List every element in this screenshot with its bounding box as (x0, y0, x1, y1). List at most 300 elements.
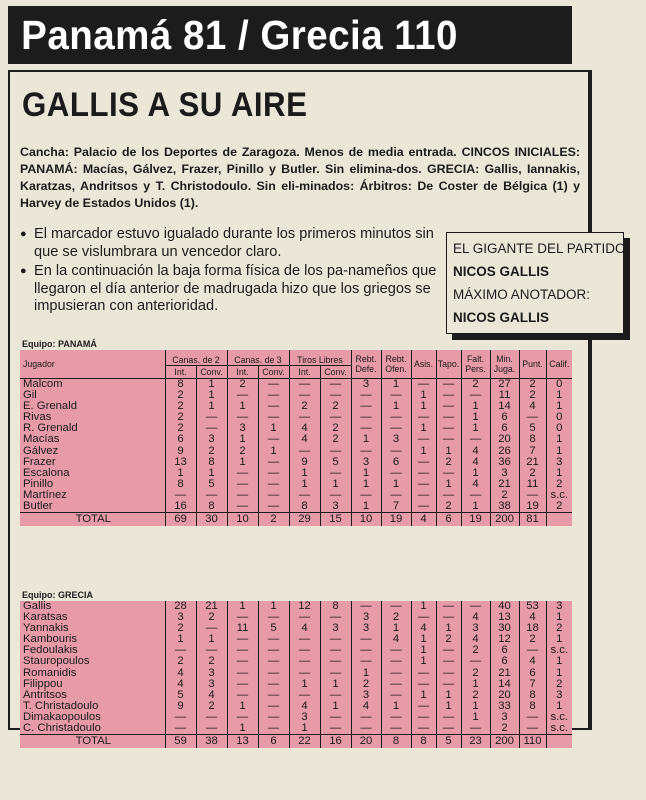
stat-cell: 2 (461, 690, 490, 701)
stat-cell: — (519, 645, 546, 656)
stat-cell: — (381, 446, 411, 457)
stat-cell: 30 (490, 623, 519, 634)
stat-cell: 1 (289, 468, 320, 479)
player-row (20, 479, 572, 490)
stat-cell: 1 (461, 401, 490, 412)
stat-cell: — (258, 668, 289, 679)
summary-bullet: ● En la continuación la baja forma física de los pa-nameños que llegaron el día anterior de madrugada hizo que los griegos se impusieran con anterioridad. (20, 263, 438, 316)
stat-cell: 1 (227, 601, 258, 612)
stat-cell: — (258, 645, 289, 656)
stat-cell: 3 (351, 690, 381, 701)
stat-cell: 1 (320, 701, 351, 712)
player-row (20, 712, 572, 723)
stat-cell: 2 (258, 513, 289, 527)
player-row (20, 501, 572, 513)
stat-cell: 1 (381, 401, 411, 412)
col-falt (461, 350, 490, 379)
stat-cell: 23 (461, 735, 490, 749)
stat-cell: — (436, 490, 461, 501)
stat-cell: — (381, 601, 411, 612)
stat-cell: 4 (519, 401, 546, 412)
stat-cell: 14 (490, 679, 519, 690)
stat-cell: 1 (227, 457, 258, 468)
player-row (20, 490, 572, 501)
stat-cell: 1 (227, 401, 258, 412)
stat-cell: — (258, 612, 289, 623)
stat-cell: 1 (165, 468, 196, 479)
stat-cell: 1 (381, 701, 411, 712)
stat-cell: 3 (227, 423, 258, 434)
stat-cell: — (519, 490, 546, 501)
player-name: Gallis (23, 600, 52, 612)
stat-cell: 6 (436, 513, 461, 527)
stat-cell: 11 (490, 390, 519, 401)
player-name: Gil (23, 389, 37, 402)
stat-cell: 5 (519, 423, 546, 434)
player-row (20, 412, 572, 423)
player-name: Stauropoulos (23, 655, 90, 668)
stat-cell: 200 (490, 735, 519, 749)
stat-cell: — (227, 679, 258, 690)
stat-cell: 8 (196, 501, 227, 513)
col-rebo (381, 350, 411, 379)
player-name: Dimakaopoulos (23, 710, 101, 723)
stat-cell: 2 (461, 645, 490, 656)
stat-cell: 10 (351, 513, 381, 527)
stat-cell: 2 (519, 634, 546, 645)
stat-cell: 1 (546, 668, 572, 679)
col-rebd (351, 350, 381, 379)
stat-cell: — (165, 645, 196, 656)
stat-cell: 6 (490, 645, 519, 656)
team-label-grecia: Equipo: GRECIA (22, 590, 93, 600)
stat-cell: 4 (289, 701, 320, 712)
stat-cell: 36 (490, 457, 519, 468)
stat-cell: 11 (519, 479, 546, 490)
total-row (20, 735, 572, 749)
stat-cell: — (289, 412, 320, 423)
stat-cell: 4 (461, 634, 490, 645)
stat-cell: 1 (351, 668, 381, 679)
stat-cell: 3 (196, 679, 227, 690)
player-name: Kambouris (23, 633, 77, 646)
player-name: Antritsos (23, 688, 67, 701)
col-rebd-2: Defe. (355, 364, 377, 374)
stat-cell: 5 (258, 623, 289, 634)
stat-cell: — (289, 446, 320, 457)
stat-cell: 1 (411, 446, 436, 457)
stat-cell: 1 (196, 468, 227, 479)
stat-cell: — (196, 645, 227, 656)
team-label-panama: Equipo: PANAMÁ (22, 339, 97, 349)
stat-cell: 3 (490, 712, 519, 723)
stat-cell: — (196, 490, 227, 501)
stat-cell: 3 (351, 623, 381, 634)
stat-cell: — (411, 490, 436, 501)
total-label: TOTAL (20, 735, 165, 749)
stat-cell: 1 (227, 723, 258, 735)
stat-cell: — (381, 390, 411, 401)
stat-cell: 0 (546, 412, 572, 423)
stat-cell: 4 (289, 434, 320, 445)
stat-cell: 1 (546, 468, 572, 479)
stat-cell: 12 (289, 601, 320, 612)
stat-cell: — (196, 712, 227, 723)
stat-cell: — (351, 712, 381, 723)
stat-cell: 2 (519, 468, 546, 479)
stat-cell: 6 (519, 668, 546, 679)
stat-cell: 1 (546, 390, 572, 401)
player-name: Malcom (23, 378, 63, 390)
stat-cell: 1 (196, 390, 227, 401)
stat-cell: 4 (196, 690, 227, 701)
stat-cell: — (411, 434, 436, 445)
summary-bullets (20, 226, 438, 318)
stat-cell: 6 (258, 735, 289, 749)
player-name: Fedoulakis (23, 644, 78, 657)
stat-cell: 2 (289, 401, 320, 412)
player-row (20, 623, 572, 634)
stat-cell: — (351, 446, 381, 457)
player-row (20, 634, 572, 645)
stat-cell: s.c. (546, 712, 572, 723)
col-min-2: Juga. (493, 364, 516, 374)
stat-cell: — (519, 723, 546, 735)
stat-cell: 3 (546, 601, 572, 612)
stat-cell: 1 (461, 412, 490, 423)
stat-cell: 19 (461, 513, 490, 527)
stat-cell: 10 (227, 513, 258, 527)
stat-cell: — (381, 656, 411, 667)
stat-cell: s.c. (546, 645, 572, 656)
stat-cell: 59 (165, 735, 196, 749)
match-details: Cancha: Palacio de los Deportes de Zaragoza. Menos de media entrada. CINCOS INICIALES: PANAMÁ: Macías, Gálvez, Frazer, Pinillo y Butler. Sin elimina-dos. GRECIA: Gallis, Iannakis, Karatzas, Andritsos y T. Christodoulo. Sin eli-minados: Árbitros: De Coster de Bélgica (1) y Harvey de Estados Unidos (1). (20, 145, 580, 210)
stat-cell: — (436, 601, 461, 612)
stat-cell: 1 (351, 501, 381, 513)
stat-cell: — (436, 423, 461, 434)
stat-cell: 1 (258, 446, 289, 457)
stat-cell: 2 (165, 401, 196, 412)
stat-cell: — (196, 723, 227, 735)
player-name: R. Grenald (23, 422, 78, 435)
col-int: Int. (165, 366, 196, 379)
stat-cell: — (351, 601, 381, 612)
stat-cell: — (227, 634, 258, 645)
stat-cell: 1 (258, 423, 289, 434)
stat-cell: — (436, 379, 461, 391)
stat-cell: 8 (196, 457, 227, 468)
stat-cell: 4 (461, 612, 490, 623)
stat-cell: s.c. (546, 490, 572, 501)
stat-cell: 7 (519, 679, 546, 690)
stat-cell: 1 (546, 401, 572, 412)
stat-cell: — (411, 712, 436, 723)
stat-cell: — (436, 645, 461, 656)
stat-cell: — (289, 490, 320, 501)
stat-cell: 21 (196, 601, 227, 612)
stat-cell: 2 (227, 379, 258, 391)
stat-cell: — (165, 723, 196, 735)
stat-cell: 5 (320, 457, 351, 468)
box-content (446, 232, 630, 334)
stat-cell: — (351, 723, 381, 735)
player-row (20, 457, 572, 468)
stat-cell: — (289, 690, 320, 701)
stat-cell: 8 (519, 434, 546, 445)
col-calif: Calif. (546, 350, 572, 379)
stat-cell: 9 (289, 457, 320, 468)
stat-cell: — (227, 468, 258, 479)
stat-cell: — (411, 612, 436, 623)
player-name: Karatsas (23, 611, 68, 624)
stat-cell: 0 (546, 379, 572, 391)
stat-cell: 19 (519, 501, 546, 513)
stat-cell: 1 (411, 645, 436, 656)
stat-cell: — (289, 668, 320, 679)
stat-cell: — (381, 412, 411, 423)
player-name: C. Christadoulo (23, 722, 101, 735)
stat-cell: 1 (227, 434, 258, 445)
stat-cell: — (227, 645, 258, 656)
stat-cell: 19 (381, 513, 411, 527)
stat-cell: 2 (546, 679, 572, 690)
stat-cell: 2 (436, 634, 461, 645)
stat-cell: 1 (461, 712, 490, 723)
stat-cell: 2 (196, 701, 227, 712)
stat-cell: — (258, 412, 289, 423)
stat-cell: 12 (490, 634, 519, 645)
stat-cell: 14 (490, 401, 519, 412)
stat-cell: 2 (461, 668, 490, 679)
stat-cell: 3 (289, 712, 320, 723)
stat-cell: — (227, 501, 258, 513)
stat-cell: — (351, 401, 381, 412)
stat-cell: — (258, 723, 289, 735)
stat-cell: 1 (196, 401, 227, 412)
player-row (20, 656, 572, 667)
stat-cell: 6 (490, 656, 519, 667)
stat-cell: 2 (490, 723, 519, 735)
stat-cell: — (320, 468, 351, 479)
stat-cell: 21 (490, 668, 519, 679)
stat-cell: 3 (351, 612, 381, 623)
stat-cell: — (196, 412, 227, 423)
match-title: Panamá 81 / Grecia 110 (8, 6, 572, 64)
stat-cell: 21 (490, 479, 519, 490)
stat-cell: — (411, 457, 436, 468)
stat-cell: 1 (546, 701, 572, 712)
stat-cell: — (411, 468, 436, 479)
col-min (490, 350, 519, 379)
col-int: Int. (289, 366, 320, 379)
player-name: Filippou (23, 677, 63, 690)
stat-cell: — (436, 401, 461, 412)
stat-cell: 6 (490, 412, 519, 423)
stat-cell: 8 (519, 701, 546, 712)
stat-cell: — (436, 468, 461, 479)
gigante-name: NICOS GALLIS (453, 264, 550, 279)
stat-cell: 13 (165, 457, 196, 468)
stat-cell: 3 (381, 434, 411, 445)
stat-cell: — (258, 490, 289, 501)
stat-cell: — (351, 390, 381, 401)
stat-cell: 4 (381, 634, 411, 645)
stat-cell: 1 (436, 479, 461, 490)
stat-cell: — (381, 690, 411, 701)
stat-cell (546, 513, 572, 527)
stat-cell: — (411, 723, 436, 735)
player-name: E. Grenald (23, 400, 78, 413)
stat-cell: — (165, 490, 196, 501)
stat-cell: — (227, 479, 258, 490)
stat-cell: — (411, 479, 436, 490)
stat-cell: — (411, 668, 436, 679)
stat-cell: 1 (351, 479, 381, 490)
player-row (20, 468, 572, 479)
player-row (20, 601, 572, 612)
gigante-label: EL GIGANTE DEL PARTIDO: (453, 241, 630, 256)
stat-cell: — (351, 490, 381, 501)
stat-cell: 3 (351, 379, 381, 391)
stat-cell: 4 (461, 457, 490, 468)
total-label: TOTAL (20, 513, 165, 527)
stat-cell: 6 (490, 423, 519, 434)
stat-cell: — (258, 401, 289, 412)
stat-cell: — (320, 668, 351, 679)
stat-cell: 1 (289, 679, 320, 690)
stat-cell: 1 (546, 434, 572, 445)
stat-cell: 1 (196, 634, 227, 645)
stat-cell: 2 (381, 612, 411, 623)
stat-cell: 40 (490, 601, 519, 612)
stat-cell: 1 (381, 479, 411, 490)
player-row (20, 723, 572, 735)
stat-cell: — (258, 390, 289, 401)
stat-cell: 22 (289, 735, 320, 749)
stat-cell: 4 (461, 479, 490, 490)
stat-cell: 1 (381, 379, 411, 391)
stat-cell: 1 (351, 434, 381, 445)
stat-cell: 21 (519, 457, 546, 468)
stat-cell: 1 (546, 656, 572, 667)
stat-cell: 1 (227, 701, 258, 712)
stat-cell: 8 (519, 690, 546, 701)
stat-cell: 2 (227, 446, 258, 457)
stat-cell: 18 (519, 623, 546, 634)
stat-cell: — (196, 623, 227, 634)
stat-cell: 2 (351, 679, 381, 690)
stat-cell: 1 (320, 479, 351, 490)
player-row (20, 668, 572, 679)
stat-cell: — (320, 390, 351, 401)
stat-cell: 2 (165, 412, 196, 423)
stat-cell: — (381, 712, 411, 723)
stat-cell: 4 (519, 656, 546, 667)
stat-cell: — (320, 634, 351, 645)
stat-cell: — (381, 468, 411, 479)
stat-cell: — (519, 712, 546, 723)
stat-cell: 1 (546, 612, 572, 623)
stat-cell: — (258, 656, 289, 667)
stat-cell: — (351, 656, 381, 667)
stat-cell: 7 (381, 501, 411, 513)
stat-cell: — (227, 690, 258, 701)
stat-cell: — (258, 634, 289, 645)
stat-cell: — (381, 679, 411, 690)
stat-cell: 20 (490, 434, 519, 445)
stat-cell: — (351, 645, 381, 656)
stat-cell: 2 (320, 401, 351, 412)
stat-cell: — (258, 434, 289, 445)
stat-cell: 2 (165, 623, 196, 634)
player-name: T. Christadoulo (23, 699, 99, 712)
stat-cell: — (320, 446, 351, 457)
stat-cell: — (258, 712, 289, 723)
col-canas3: Canas. de 3 (227, 350, 289, 366)
stat-cell: 5 (436, 735, 461, 749)
stat-cell: — (436, 712, 461, 723)
stat-cell: 8 (320, 601, 351, 612)
stat-cell: 9 (165, 701, 196, 712)
player-name: Frazer (23, 455, 56, 468)
stat-cell: 4 (519, 612, 546, 623)
stat-cell: — (411, 412, 436, 423)
stat-cell: 1 (411, 401, 436, 412)
stat-cell: 2 (490, 490, 519, 501)
stat-cell: 1 (436, 446, 461, 457)
stat-cell: 1 (546, 634, 572, 645)
stat-cell: 2 (165, 423, 196, 434)
col-rebd-1: Rebt. (355, 354, 377, 364)
stat-cell: 3 (490, 468, 519, 479)
stat-cell: — (258, 501, 289, 513)
stat-cell: — (227, 490, 258, 501)
stat-cell: — (411, 379, 436, 391)
stat-cell: 1 (381, 623, 411, 634)
player-name: Rivas (23, 411, 52, 424)
stat-cell: 38 (196, 735, 227, 749)
player-name: Gálvez (23, 444, 59, 457)
stat-cell: 2 (461, 379, 490, 391)
stat-cell: — (351, 412, 381, 423)
player-name: Yannakis (23, 622, 69, 635)
stat-cell: — (227, 390, 258, 401)
stat-cell: 3 (320, 623, 351, 634)
stat-cell: — (436, 434, 461, 445)
stat-cell: 1 (258, 601, 289, 612)
top-scorer-label: MÁXIMO ANOTADOR: (453, 287, 591, 302)
stat-cell: — (461, 601, 490, 612)
stat-cell: — (436, 723, 461, 735)
player-name: Martínez (23, 488, 67, 501)
stats-table-panama (20, 350, 572, 526)
col-conv: Conv. (196, 366, 227, 379)
stat-cell: 8 (165, 479, 196, 490)
stat-cell: 2 (436, 457, 461, 468)
stat-cell: 2 (196, 446, 227, 457)
stat-cell: 3 (546, 457, 572, 468)
col-canas2: Canas. de 2 (165, 350, 227, 366)
stat-cell: 2 (196, 656, 227, 667)
col-int: Int. (227, 366, 258, 379)
stat-cell: — (227, 412, 258, 423)
stat-cell: — (436, 612, 461, 623)
stat-cell: 3 (461, 623, 490, 634)
stat-cell: — (258, 690, 289, 701)
stat-cell: — (320, 656, 351, 667)
stat-cell: 1 (436, 623, 461, 634)
stat-cell: — (381, 668, 411, 679)
